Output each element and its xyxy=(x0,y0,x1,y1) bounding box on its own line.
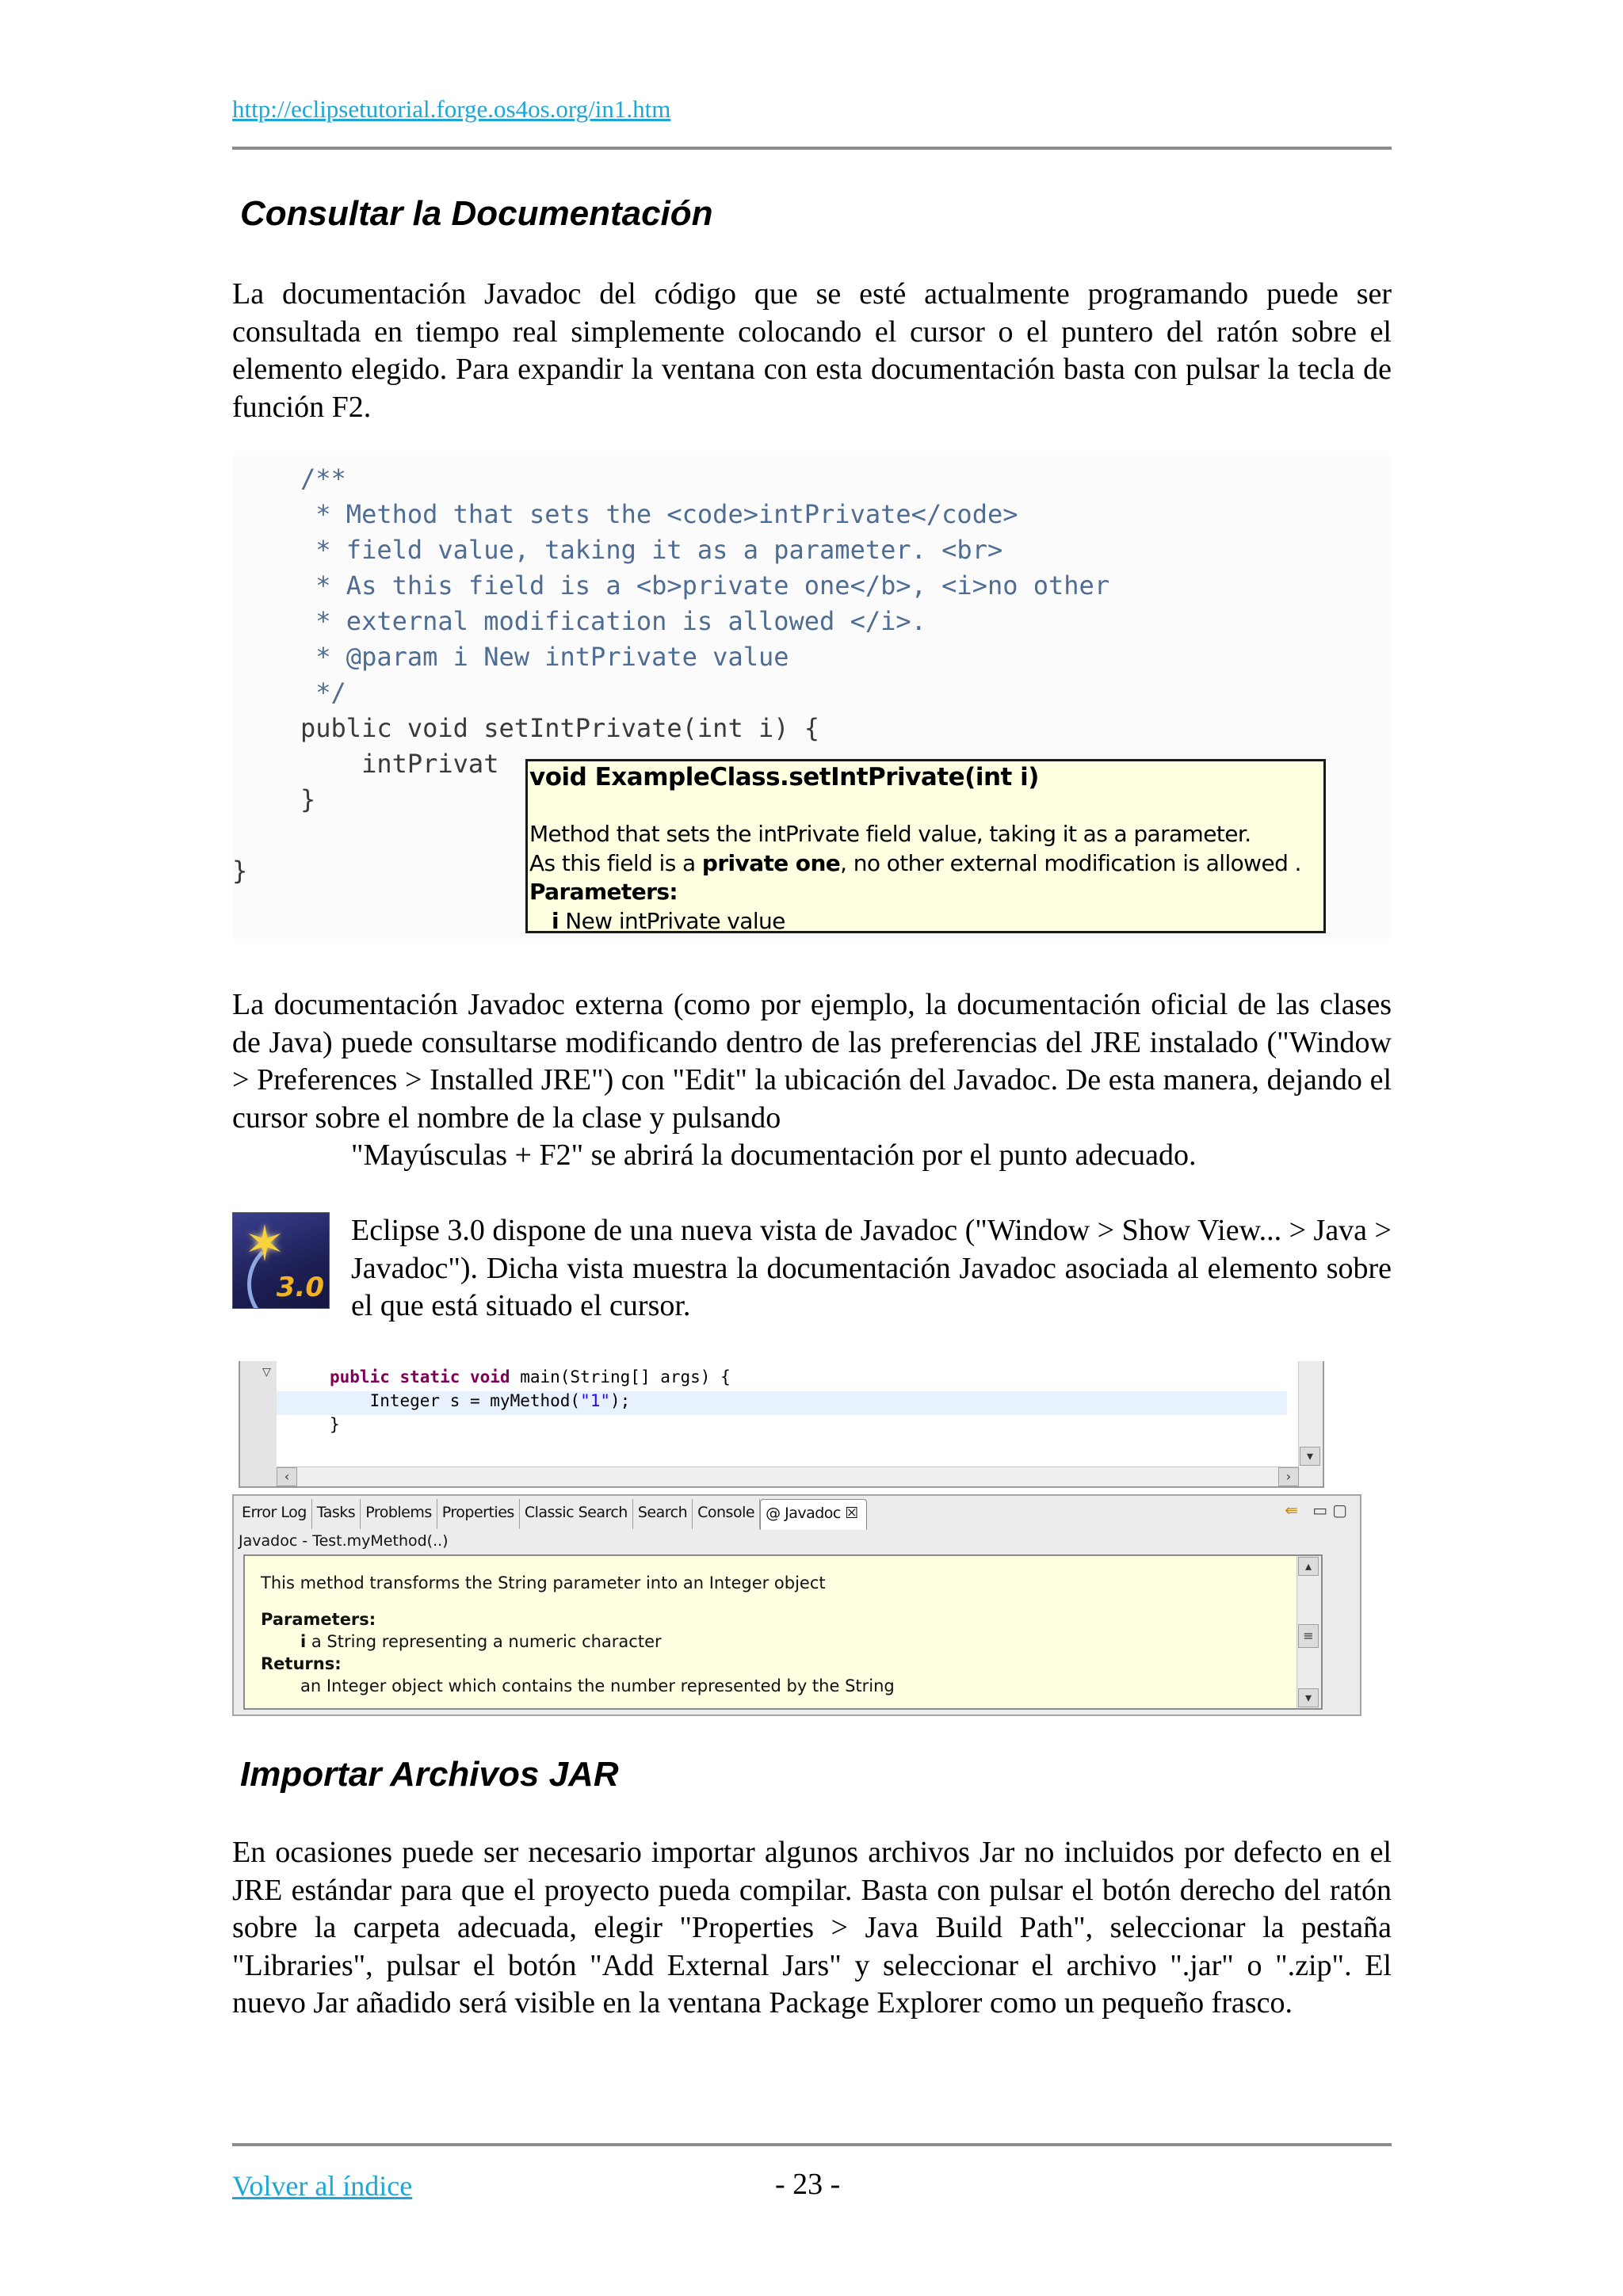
editor-code-line: } xyxy=(330,1415,340,1434)
view-window-controls[interactable] xyxy=(1285,1501,1352,1520)
tooltip-description-2: As this field is a private one, no other external modification is allowed . xyxy=(529,850,1301,876)
tab-classic-search[interactable]: Classic Search xyxy=(520,1499,633,1529)
view-tabs xyxy=(237,1499,867,1529)
code-editor: ▽ public static void main(String[] args) { Integer s = myMethod("1"); } ▾ ‹ › xyxy=(239,1361,1324,1488)
code-line: /** xyxy=(300,463,346,494)
link-editor-icon[interactable]: ⇚ xyxy=(1285,1501,1303,1520)
scroll-down-icon[interactable]: ▾ xyxy=(1300,1447,1320,1466)
code-line: */ xyxy=(300,677,346,707)
tab-search[interactable]: Search xyxy=(633,1499,693,1529)
tab-properties[interactable]: Properties xyxy=(437,1499,520,1529)
javadoc-param: i a String representing a numeric character xyxy=(300,1632,662,1651)
editor-code-line: Integer s = myMethod("1"); xyxy=(330,1391,631,1410)
tab-tasks[interactable]: Tasks xyxy=(312,1499,361,1529)
editor-horizontal-scrollbar[interactable] xyxy=(277,1466,1299,1486)
javadoc-view-subtitle: Javadoc - Test.myMethod(..) xyxy=(239,1532,449,1550)
header-rule xyxy=(232,147,1392,150)
tab-javadoc[interactable]: @ Javadoc ☒ xyxy=(760,1499,867,1530)
header-url-link[interactable]: http://eclipsetutorial.forge.os4os.org/in1.htm xyxy=(232,95,671,123)
tooltip-params-label: Parameters: xyxy=(529,879,678,905)
javadoc-returns: an Integer object which contains the number represented by the String xyxy=(300,1676,895,1695)
page-number: - 23 - xyxy=(775,2168,841,2201)
paragraph-javadoc-intro: La documentación Javadoc del código que se esté actualmente programando puede ser consultada en tiempo real simplemente colocando el cursor o el puntero del ratón sobre el elemento elegido. Para expandir la ventana con esta documentación basta con pulsar la tecla de función F2. xyxy=(232,277,1392,424)
section-title-jar: Importar Archivos JAR xyxy=(240,1755,619,1794)
scroll-up-icon[interactable]: ▴ xyxy=(1298,1557,1319,1576)
tab-problems[interactable]: Problems xyxy=(361,1499,437,1529)
javadoc-content xyxy=(243,1554,1323,1710)
editor-vertical-scrollbar[interactable] xyxy=(1298,1361,1323,1486)
javadoc-view-panel xyxy=(232,1494,1361,1716)
section-title-documentacion: Consultar la Documentación xyxy=(240,194,713,233)
javadoc-view-screenshot xyxy=(232,1361,1361,1716)
javadoc-summary: This method transforms the String parameter into an Integer object xyxy=(261,1573,826,1592)
javadoc-tooltip xyxy=(525,759,1326,933)
scroll-left-icon[interactable]: ‹ xyxy=(277,1467,297,1486)
scroll-right-icon[interactable]: › xyxy=(1278,1467,1299,1486)
code-line: * field value, taking it as a parameter. <br> xyxy=(300,535,1003,565)
tooltip-param: i New intPrivate value xyxy=(552,908,785,934)
scroll-down-icon[interactable]: ▾ xyxy=(1298,1688,1319,1707)
paragraph-javadoc-external: La documentación Javadoc externa (como por ejemplo, la documentación oficial de las clases de Java) puede consultarse modificando dentro de las preferencias del JRE instalado ("Window > Preferences > Installed JRE") con "Edit" la ubicación del Javadoc. De esta manera, dejando el cursor sobre el nombre de la clase y pulsando xyxy=(232,988,1392,1135)
tooltip-title: void ExampleClass.setIntPrivate(int i) xyxy=(529,763,1039,791)
back-to-index-link[interactable]: Volver al índice xyxy=(232,2170,413,2202)
code-line-method-signature: public void setIntPrivate(int i) { xyxy=(300,713,820,743)
code-line: * As this field is a <b>private one</b>, <i>no other xyxy=(300,570,1110,601)
maximize-icon[interactable]: ▢ xyxy=(1332,1501,1352,1520)
paragraph-javadoc-external-end: "Mayúsculas + F2" se abrirá la documentación por el punto adecuado. xyxy=(351,1138,1197,1172)
code-line: } xyxy=(300,784,316,814)
scroll-thumb[interactable]: ≡ xyxy=(1298,1624,1319,1648)
editor-code-line: public static void main(String[] args) { xyxy=(330,1367,731,1386)
tooltip-description: Method that sets the intPrivate field value, taking it as a parameter. xyxy=(529,821,1251,847)
tab-console[interactable]: Console xyxy=(693,1499,760,1529)
code-line: * Method that sets the <code>intPrivate</code> xyxy=(300,499,1018,529)
code-tooltip-screenshot xyxy=(232,456,1392,939)
eclipse-3-icon: ✶ 3.0 xyxy=(232,1212,330,1309)
javadoc-returns-label: Returns: xyxy=(261,1654,342,1673)
paragraph-import-jar: En ocasiones puede ser necesario importar algunos archivos Jar no incluidos por defecto en el JRE estándar para que el proyecto pueda compilar. Basta con pulsar el botón derecho del ratón sobre la carpeta adecuada, elegir "Properties > Java Build Path", seleccionar la pestaña "Libraries", pulsar el botón "Add External Jars" y seleccionar el archivo ".jar" o ".zip". El nuevo Jar añadido será visible en la ventana Package Explorer como un pequeño frasco. xyxy=(232,1836,1392,2019)
eclipse-note-text: Eclipse 3.0 dispone de una nueva vista de Javadoc ("Window > Show View... > Java > Javadoc"). Dicha vista muestra la documentación Javadoc asociada al elemento sobre el que está situado el cursor. xyxy=(351,1214,1392,1322)
footer-rule xyxy=(232,2143,1392,2146)
code-line: intPrivat xyxy=(300,749,499,779)
javadoc-params-label: Parameters: xyxy=(261,1610,376,1629)
code-line: * external modification is allowed </i>. xyxy=(300,606,926,636)
tab-error-log[interactable]: Error Log xyxy=(237,1499,312,1529)
minimize-icon[interactable]: ▭ xyxy=(1312,1501,1333,1520)
javadoc-scrollbar[interactable] xyxy=(1296,1556,1321,1708)
code-line: } xyxy=(232,856,248,886)
code-line: * @param i New intPrivate value xyxy=(300,642,789,672)
